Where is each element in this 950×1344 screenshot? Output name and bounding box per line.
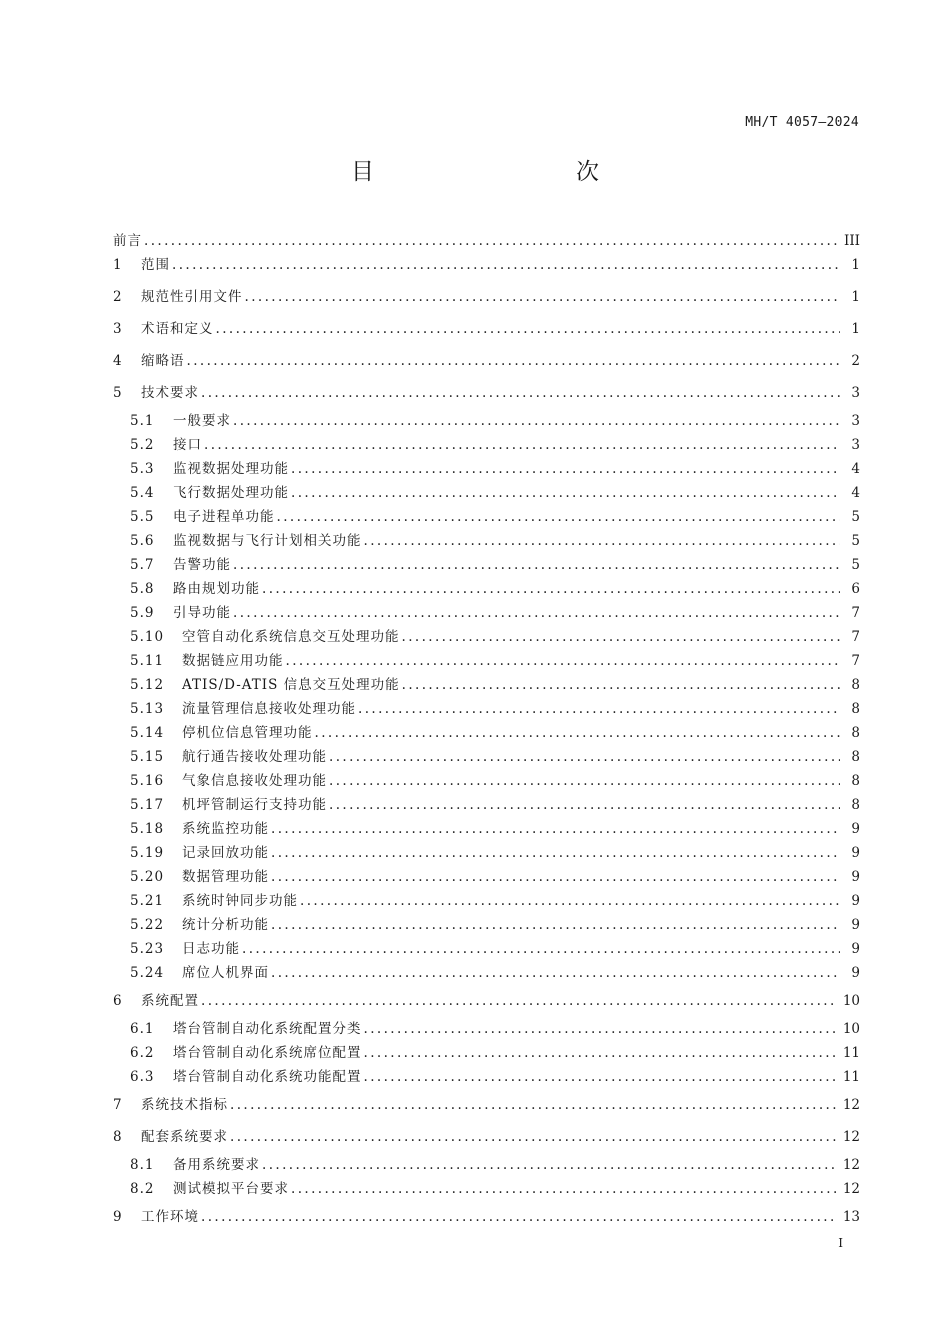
toc-dot-leader [315, 721, 841, 745]
toc-entry-label: 塔台管制自动化系统功能配置 [173, 1069, 362, 1085]
toc-entry-number: 8.1 [130, 1157, 155, 1173]
toc-entry-label: 备用系统要求 [173, 1157, 260, 1173]
toc-dot-leader [286, 649, 841, 673]
toc-entry-page: 1 [851, 321, 860, 337]
toc-entry-label: 电子进程单功能 [173, 509, 275, 525]
toc-entry[interactable] [113, 313, 860, 345]
toc-entry-label: 前言 [113, 233, 142, 249]
toc-dot-leader [271, 817, 840, 841]
toc-entry-page: 8 [851, 677, 860, 693]
toc-dot-leader [201, 1201, 837, 1233]
toc-entry-number: 8.2 [130, 1181, 155, 1197]
toc-dot-leader [233, 409, 840, 433]
toc-entry-label: 系统监控功能 [182, 821, 269, 837]
toc-entry-page: 13 [842, 1209, 860, 1225]
toc-dot-leader [291, 1177, 837, 1201]
toc-entry-number: 5.8 [130, 581, 155, 597]
toc-entry-number: 5.17 [130, 797, 165, 813]
toc-entry-number: 7 [113, 1097, 122, 1113]
toc-entry-number: 5.4 [130, 485, 155, 501]
toc-entry-page: 3 [851, 385, 860, 401]
toc-entry-page: 12 [842, 1129, 860, 1145]
toc-dot-leader [271, 961, 840, 985]
toc-entry-label: 范围 [141, 257, 170, 273]
toc-entry-page: 7 [851, 629, 860, 645]
toc-entry-page: 8 [851, 725, 860, 741]
toc-entry-number: 2 [113, 289, 122, 305]
toc-entry[interactable] [113, 793, 860, 817]
toc-dot-leader [172, 249, 840, 281]
toc-entry-page: 4 [851, 461, 860, 477]
toc-entry-page: 4 [851, 485, 860, 501]
toc-entry-number: 5.15 [130, 749, 165, 765]
toc-entry[interactable] [113, 769, 860, 793]
toc-entry-label: 系统配置 [141, 993, 199, 1009]
toc-entry-page: 8 [851, 797, 860, 813]
toc-entry-number: 5.14 [130, 725, 165, 741]
toc-entry[interactable] [113, 1121, 860, 1153]
toc-dot-leader [291, 457, 840, 481]
toc-entry-label: 配套系统要求 [141, 1129, 228, 1145]
toc-entry[interactable] [113, 865, 860, 889]
toc-dot-leader [230, 1089, 837, 1121]
toc-dot-leader [364, 1017, 837, 1041]
toc-entry-label: 监视数据与飞行计划相关功能 [173, 533, 362, 549]
toc-entry[interactable] [113, 249, 860, 281]
toc-entry-page: 7 [851, 605, 860, 621]
toc-dot-leader [204, 433, 840, 457]
toc-entry[interactable] [113, 505, 860, 529]
toc-entry-number: 6 [113, 993, 122, 1009]
toc-entry[interactable] [113, 1089, 860, 1121]
toc-entry-page: 9 [851, 821, 860, 837]
toc-dot-leader [271, 913, 840, 937]
toc-entry-label: 航行通告接收处理功能 [182, 749, 327, 765]
toc-dot-leader [233, 601, 840, 625]
toc-dot-leader [402, 673, 840, 697]
toc-entry[interactable] [113, 577, 860, 601]
standard-code: MH/T 4057—2024 [745, 115, 859, 130]
toc-entry-label: 飞行数据处理功能 [173, 485, 289, 501]
table-of-contents [113, 225, 860, 1233]
toc-entry-page: 6 [851, 581, 860, 597]
toc-entry-label: 监视数据处理功能 [173, 461, 289, 477]
toc-entry-label: 流量管理信息接收处理功能 [182, 701, 356, 717]
toc-dot-leader [300, 889, 840, 913]
toc-entry[interactable] [113, 409, 860, 433]
page-title: 目 次 [351, 159, 651, 185]
toc-entry-number: 5.18 [130, 821, 165, 837]
toc-entry-page: 8 [851, 773, 860, 789]
toc-entry-label: 告警功能 [173, 557, 231, 573]
toc-entry[interactable] [113, 817, 860, 841]
toc-entry-page: 10 [842, 1021, 860, 1037]
toc-entry-page: 12 [842, 1097, 860, 1113]
toc-entry-number: 5.21 [130, 893, 165, 909]
toc-entry[interactable] [113, 985, 860, 1017]
toc-entry-number: 5.10 [130, 629, 165, 645]
toc-entry-page: 9 [851, 917, 860, 933]
toc-entry-number: 5.2 [130, 437, 155, 453]
toc-entry-page: 1 [851, 289, 860, 305]
toc-entry-label: 空管自动化系统信息交互处理功能 [182, 629, 400, 645]
toc-entry-label: 系统时钟同步功能 [182, 893, 298, 909]
toc-entry-label: 塔台管制自动化系统席位配置 [173, 1045, 362, 1061]
toc-entry[interactable] [113, 889, 860, 913]
toc-entry-number: 5.13 [130, 701, 165, 717]
toc-entry-number: 9 [113, 1209, 122, 1225]
toc-dot-leader [329, 769, 840, 793]
toc-dot-leader [271, 841, 840, 865]
toc-dot-leader [262, 1153, 837, 1177]
toc-entry[interactable] [113, 345, 860, 377]
toc-entry[interactable] [113, 1041, 860, 1065]
toc-entry-number: 1 [113, 257, 122, 273]
toc-dot-leader [364, 1065, 837, 1089]
toc-dot-leader [364, 1041, 837, 1065]
toc-entry-page: 12 [842, 1157, 860, 1173]
toc-entry-number: 5.24 [130, 965, 165, 981]
toc-entry-label: ATIS/D-ATIS 信息交互处理功能 [182, 677, 400, 693]
toc-entry-label: 机坪管制运行支持功能 [182, 797, 327, 813]
toc-entry[interactable] [113, 649, 860, 673]
toc-entry[interactable] [113, 1177, 860, 1201]
toc-entry-number: 5.7 [130, 557, 155, 573]
toc-entry-page: 12 [842, 1181, 860, 1197]
toc-entry-label: 系统技术指标 [141, 1097, 228, 1113]
toc-entry-label: 数据管理功能 [182, 869, 269, 885]
toc-dot-leader [402, 625, 841, 649]
toc-entry-label: 规范性引用文件 [141, 289, 243, 305]
toc-entry[interactable] [113, 481, 860, 505]
toc-entry-page: 9 [851, 893, 860, 909]
toc-entry-label: 工作环境 [141, 1209, 199, 1225]
toc-entry-label: 日志功能 [182, 941, 240, 957]
toc-entry-label: 路由规划功能 [173, 581, 260, 597]
toc-dot-leader [216, 313, 841, 345]
toc-entry-page: 9 [851, 845, 860, 861]
toc-entry[interactable] [113, 1201, 860, 1233]
toc-entry-page: III [844, 233, 860, 249]
toc-entry-number: 5.23 [130, 941, 165, 957]
toc-entry-label: 统计分析功能 [182, 917, 269, 933]
toc-entry-number: 5.6 [130, 533, 155, 549]
toc-dot-leader [187, 345, 841, 377]
toc-entry[interactable] [113, 377, 860, 409]
toc-entry-label: 一般要求 [173, 413, 231, 429]
toc-entry-number: 5.1 [130, 413, 155, 429]
toc-entry-number: 5.9 [130, 605, 155, 621]
toc-entry[interactable] [113, 625, 860, 649]
toc-entry-number: 5.3 [130, 461, 155, 477]
toc-entry[interactable] [113, 673, 860, 697]
toc-dot-leader [233, 553, 840, 577]
toc-entry-number: 6.2 [130, 1045, 155, 1061]
toc-entry-page: 5 [851, 533, 860, 549]
toc-entry[interactable] [113, 553, 860, 577]
toc-entry-label: 接口 [173, 437, 202, 453]
toc-dot-leader [358, 697, 840, 721]
toc-entry[interactable] [113, 1153, 860, 1177]
toc-entry-label: 测试模拟平台要求 [173, 1181, 289, 1197]
toc-entry[interactable] [113, 1017, 860, 1041]
toc-entry[interactable] [113, 937, 860, 961]
toc-dot-leader [277, 505, 841, 529]
toc-entry-page: 7 [851, 653, 860, 669]
toc-entry-label: 技术要求 [141, 385, 199, 401]
toc-entry[interactable] [113, 745, 860, 769]
toc-entry-label: 气象信息接收处理功能 [182, 773, 327, 789]
toc-entry[interactable] [113, 721, 860, 745]
toc-entry[interactable] [113, 1065, 860, 1089]
toc-dot-leader [201, 985, 837, 1017]
toc-entry-number: 5.19 [130, 845, 165, 861]
toc-entry-label: 引导功能 [173, 605, 231, 621]
toc-dot-leader [262, 577, 840, 601]
toc-entry-label: 术语和定义 [141, 321, 214, 337]
toc-entry-label: 停机位信息管理功能 [182, 725, 313, 741]
toc-entry-number: 5.20 [130, 869, 165, 885]
toc-entry-page: 5 [851, 557, 860, 573]
toc-dot-leader [245, 281, 841, 313]
toc-entry-label: 缩略语 [141, 353, 185, 369]
toc-entry[interactable] [113, 913, 860, 937]
toc-entry-label: 塔台管制自动化系统配置分类 [173, 1021, 362, 1037]
toc-entry-number: 5.22 [130, 917, 165, 933]
toc-entry-number: 6.3 [130, 1069, 155, 1085]
toc-entry-page: 3 [851, 413, 860, 429]
toc-entry-number: 3 [113, 321, 122, 337]
toc-entry[interactable] [113, 433, 860, 457]
toc-entry-page: 2 [851, 353, 860, 369]
toc-entry-page: 9 [851, 941, 860, 957]
toc-dot-leader [364, 529, 841, 553]
toc-dot-leader [329, 745, 840, 769]
toc-entry[interactable] [113, 281, 860, 313]
toc-entry-number: 6.1 [130, 1021, 155, 1037]
toc-entry[interactable] [113, 961, 860, 985]
toc-entry-page: 8 [851, 749, 860, 765]
toc-entry-page: 1 [851, 257, 860, 273]
toc-dot-leader [329, 793, 840, 817]
toc-entry-number: 5.11 [130, 653, 165, 669]
toc-entry[interactable] [113, 601, 860, 625]
toc-entry[interactable] [113, 697, 860, 721]
toc-entry[interactable] [113, 529, 860, 553]
toc-entry-label: 记录回放功能 [182, 845, 269, 861]
toc-entry-page: 11 [842, 1069, 860, 1085]
toc-entry-page: 5 [851, 509, 860, 525]
toc-dot-leader [291, 481, 840, 505]
toc-entry[interactable] [113, 457, 860, 481]
toc-dot-leader [271, 865, 840, 889]
toc-entry-label: 数据链应用功能 [182, 653, 284, 669]
toc-entry-label: 席位人机界面 [182, 965, 269, 981]
toc-entry[interactable] [113, 225, 860, 249]
toc-entry-number: 4 [113, 353, 122, 369]
toc-entry-number: 5.12 [130, 677, 165, 693]
toc-entry-page: 10 [842, 993, 860, 1009]
toc-dot-leader [230, 1121, 837, 1153]
toc-dot-leader [242, 937, 840, 961]
toc-entry-number: 5.5 [130, 509, 155, 525]
toc-entry-number: 8 [113, 1129, 122, 1145]
page-number: I [838, 1236, 843, 1250]
toc-entry[interactable] [113, 841, 860, 865]
toc-entry-number: 5.16 [130, 773, 165, 789]
toc-entry-page: 11 [842, 1045, 860, 1061]
toc-entry-page: 9 [851, 965, 860, 981]
toc-entry-page: 3 [851, 437, 860, 453]
toc-entry-number: 5 [113, 385, 122, 401]
toc-dot-leader [201, 377, 840, 409]
toc-entry-page: 9 [851, 869, 860, 885]
toc-entry-page: 8 [851, 701, 860, 717]
